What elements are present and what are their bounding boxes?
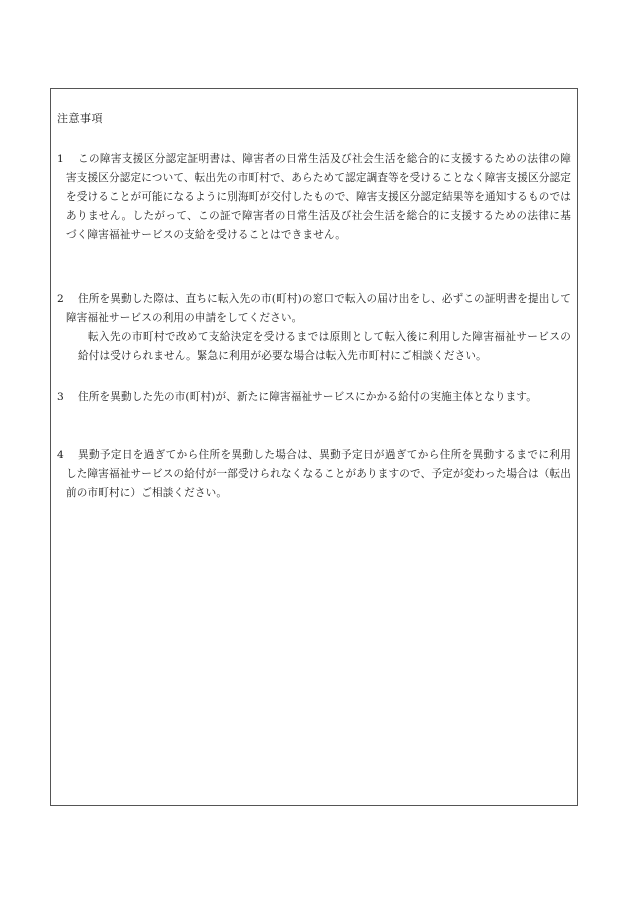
notice-item-3 bbox=[57, 388, 571, 407]
notice-item-1 bbox=[57, 150, 571, 245]
item-paragraph: この障害支援区分認定証明書は、障害者の日常生活及び社会生活を総合的に支援するための法律の障害支援区分認定について、転出先の市町村で、あらためて認定調査等を受けることなく障害支援区分認定を受けることが可能になるように別海町が交付したもので、障害支援区分認定結果等を通知するものではありません。したがって、この証で障害者の日常生活及び社会生活を総合的に支援するための法律に基づく障害福祉サービスの支給を受けることはできません。 bbox=[66, 153, 571, 241]
item-number: 1 bbox=[57, 153, 64, 165]
item-paragraph: 住所を異動した先の市(町村)が、新たに障害福祉サービスにかかる給付の実施主体となります。 bbox=[78, 391, 537, 403]
item-number: 3 bbox=[57, 391, 64, 403]
item-number: 2 bbox=[57, 293, 64, 305]
item-paragraph: 住所を異動した際は、直ちに転入先の市(町村)の窓口で転入の届け出をし、必ずこの証明書を提出して障害福祉サービスの利用の申請をしてください。 bbox=[66, 293, 571, 324]
notice-item-4 bbox=[57, 446, 571, 503]
notice-box bbox=[50, 88, 578, 806]
notice-item-2 bbox=[57, 290, 571, 366]
notice-heading: 注意事項 bbox=[57, 112, 103, 125]
item-paragraph: 異動予定日を過ぎてから住所を異動した場合は、異動予定日が過ぎてから住所を異動するまでに利用した障害福祉サービスの給付が一部受けられなくなることがありますので、予定が変わった場合は（転出前の市町村に）ご相談ください。 bbox=[66, 449, 571, 499]
item-paragraph: 転入先の市町村で改めて支給決定を受けるまでは原則として転入後に利用した障害福祉サービスの給付は受けられません。緊急に利用が必要な場合は転入先市町村にご相談ください。 bbox=[78, 331, 571, 362]
item-number: 4 bbox=[57, 449, 64, 461]
